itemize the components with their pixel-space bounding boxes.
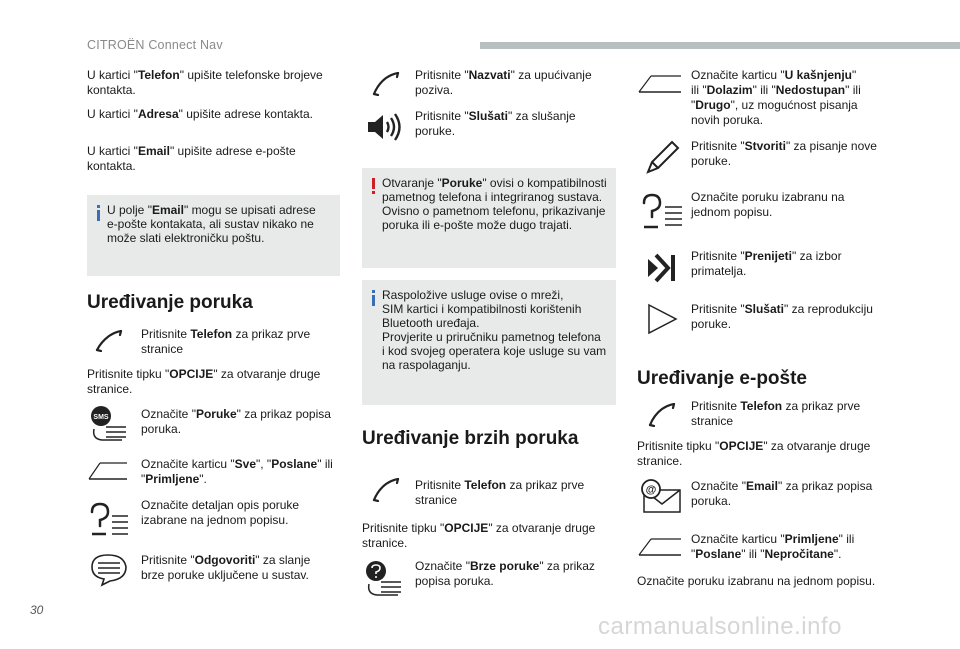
paragraph-adresa-tab: U kartici "Adresa" upišite adrese kontakta.	[87, 107, 313, 121]
instruction-u-kasnjenju: Označite karticu "U kašnjenju" ili "Dolazim" ili "Nedostupan" ili "Drugo", uz mogućnost pisanja novih poruka.	[691, 68, 861, 127]
instruction-prenijeti: Pritisnite "Prenijeti" za izbor primatelja.	[691, 249, 842, 278]
instruction-slusati-2: Pritisnite "Slušati" za reprodukciju poruke.	[691, 302, 873, 331]
header-bar	[480, 42, 960, 49]
phone-handset-icon	[648, 403, 676, 427]
info-icon	[371, 290, 376, 306]
paragraph-email-tab: U kartici "Email" upišite adrese e-pošte kontakta.	[87, 144, 296, 173]
message-detail-icon	[88, 502, 130, 538]
warning-note-poruke: Otvaranje "Poruke" ovisi o kompatibilnosti pametnog telefona i integriranog sustava. Ovisno o pametnom telefonu, prikazivanje poruka ili e-pošte može dugo trajati.	[362, 168, 616, 268]
tab-selector-icon	[638, 536, 682, 558]
instruction-poruke: Označite "Poruke" za prikaz popisa poruka.	[141, 407, 331, 436]
email-envelope-icon	[640, 478, 682, 514]
warning-icon	[371, 178, 376, 194]
instruction-telefon-1: Pritisnite Telefon za prikaz prve stranice	[141, 327, 311, 356]
instruction-odgovoriti: Pritisnite "Odgovoriti" za slanje brze poruke uključene u sustav.	[141, 553, 311, 582]
play-icon	[645, 302, 679, 336]
paragraph-oznacite-poruku-popis: Označite poruku izabranu na jednom popisu.	[637, 574, 876, 588]
paragraph-opcije-2: Pritisnite tipku "OPCIJE" za otvaranje druge stranice.	[362, 521, 596, 550]
instruction-primljene: Označite karticu "Primljene" ili "Poslane" ili "Nepročitane".	[691, 532, 855, 561]
speaker-icon	[366, 113, 404, 141]
instruction-slusati-1: Pritisnite "Slušati" za slušanje poruke.	[415, 109, 576, 138]
header-title: CITROËN Connect Nav	[87, 38, 223, 52]
heading-uredivanje-brzih-poruka: Uređivanje brzih poruka	[362, 428, 579, 449]
tab-selector-icon	[638, 73, 682, 95]
pencil-icon	[644, 140, 680, 176]
instruction-oznacite-poruku: Označite poruku izabranu na jednom popisu.	[691, 190, 845, 219]
paragraph-opcije-1: Pritisnite tipku "OPCIJE" za otvaranje druge stranice.	[87, 367, 321, 396]
instruction-telefon-3: Pritisnite Telefon za prikaz prve stranice	[691, 399, 861, 428]
page-number: 30	[30, 603, 44, 617]
instruction-kartica-sve: Označite karticu "Sve", "Poslane" ili "Primljene".	[141, 457, 333, 486]
heading-uredivanje-poruka: Uređivanje poruka	[87, 292, 253, 313]
tab-selector-icon	[88, 460, 128, 482]
email-badge-text: @	[645, 484, 657, 496]
phone-handset-icon	[372, 478, 400, 502]
forward-icon	[646, 253, 676, 283]
message-detail-icon	[640, 193, 684, 231]
info-note-usluge: Raspoložive usluge ovise o mreži, SIM kartici i kompatibilnosti korištenih Bluetooth uređaja. Provjerite u priručniku pametnog telefona i kod svojeg operatera koje usluge su vam na raspolaganju.	[362, 280, 616, 405]
instruction-email: Označite "Email" za prikaz popisa poruka.	[691, 479, 873, 508]
sms-list-icon	[88, 405, 130, 443]
quick-messages-icon	[364, 560, 404, 598]
info-icon	[96, 205, 101, 221]
phone-handset-icon	[95, 330, 123, 352]
paragraph-telefon-tab: U kartici "Telefon" upišite telefonske brojeve kontakta.	[87, 68, 323, 97]
reply-message-icon	[88, 553, 130, 587]
heading-uredivanje-eposte: Uređivanje e-pošte	[637, 368, 807, 389]
instruction-nazvati: Pritisnite "Nazvati" za upućivanje poziva.	[415, 68, 592, 97]
instruction-telefon-2: Pritisnite Telefon za prikaz prve stranice	[415, 478, 585, 507]
instruction-detaljan-opis: Označite detaljan opis poruke izabrane na jednom popisu.	[141, 498, 300, 527]
instruction-brze-poruke: Označite "Brze poruke" za prikaz popisa poruka.	[415, 559, 595, 588]
call-icon	[372, 72, 400, 96]
watermark: carmanualsonline.info	[598, 613, 842, 640]
sms-badge-text: SMS	[93, 414, 109, 421]
instruction-stvoriti: Pritisnite "Stvoriti" za pisanje nove poruke.	[691, 139, 877, 168]
paragraph-opcije-3: Pritisnite tipku "OPCIJE" za otvaranje druge stranice.	[637, 439, 871, 468]
info-note-email: U polje "Email" mogu se upisati adrese e-pošte kontakata, ali sustav nikako ne može slati elektroničku poštu.	[87, 195, 340, 276]
